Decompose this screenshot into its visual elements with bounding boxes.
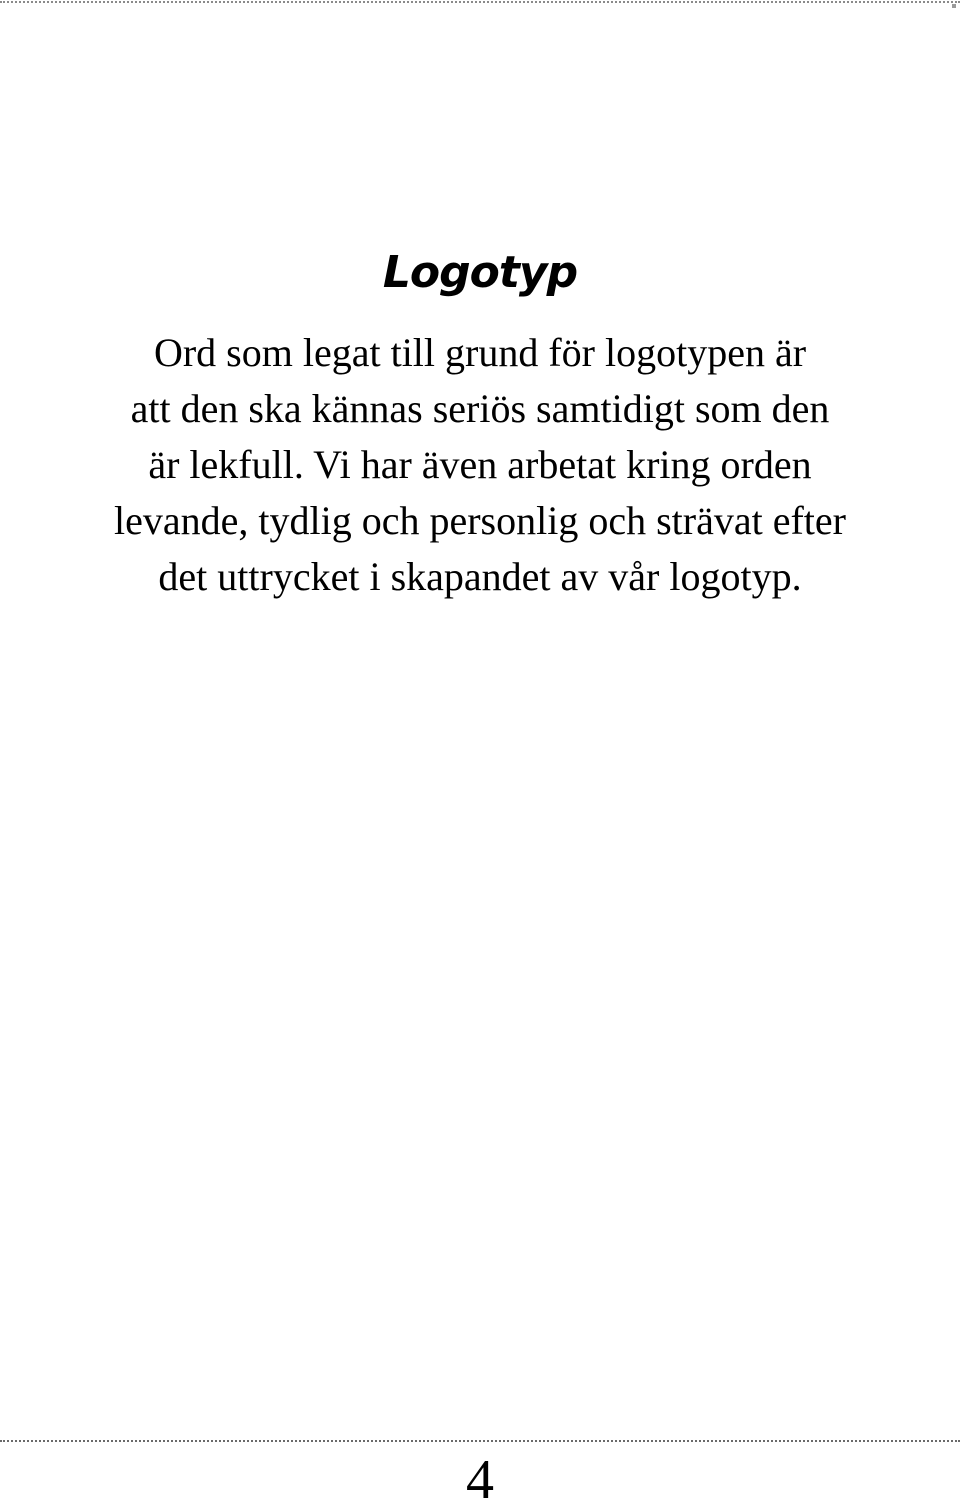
- corner-mark: [952, 4, 956, 8]
- top-dotted-rule: [0, 1, 960, 3]
- section-heading: Logotyp: [382, 247, 578, 298]
- footer-dotted-rule: [0, 1440, 960, 1442]
- body-line: det uttrycket i skapandet av vår logotyp.: [158, 554, 802, 599]
- body-paragraph: [40, 325, 920, 605]
- body-line: levande, tydlig och personlig och strävat efter: [114, 498, 846, 543]
- body-line: att den ska kännas seriös samtidigt som den: [130, 386, 830, 431]
- body-line: Ord som legat till grund för logotypen är: [153, 330, 807, 375]
- page-number: 4: [466, 1449, 494, 1511]
- body-line: är lekfull. Vi har även arbetat kring orden: [148, 442, 812, 487]
